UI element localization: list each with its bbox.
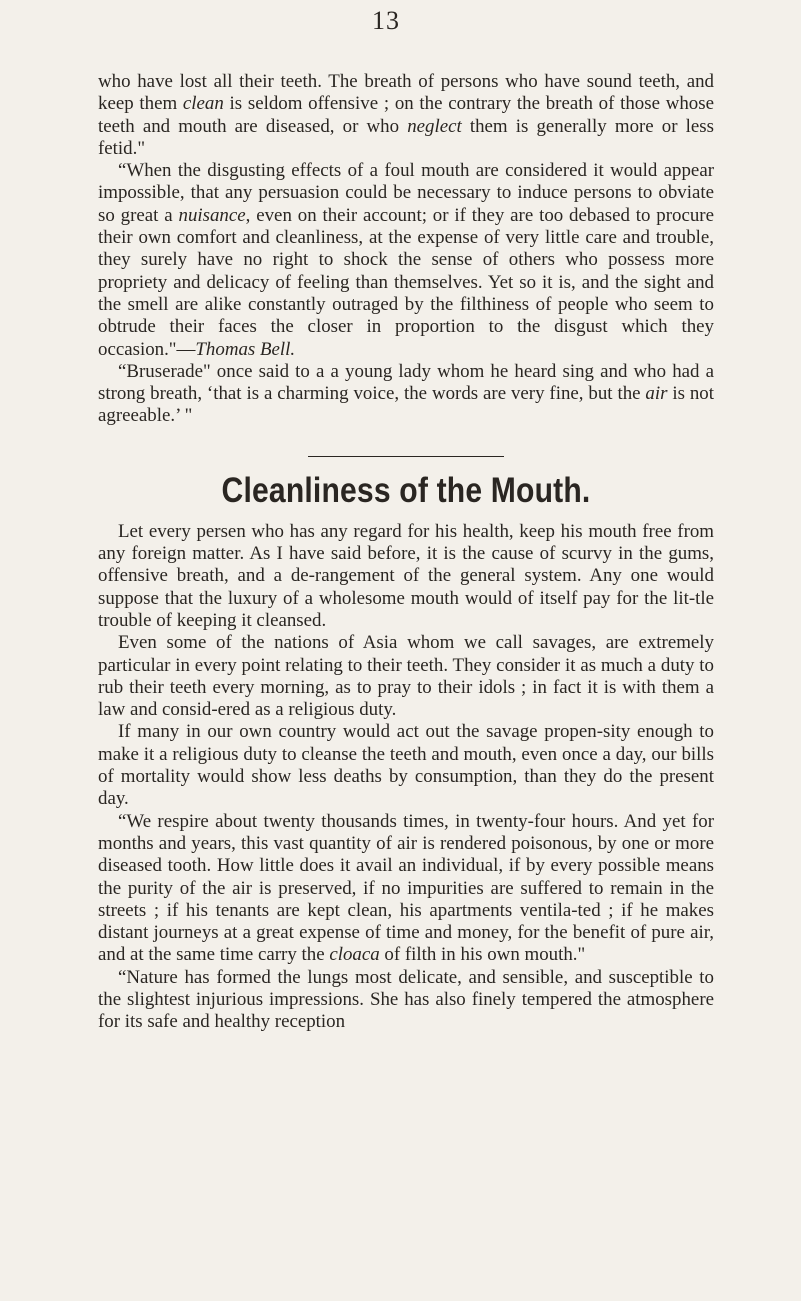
paragraph-s5 bbox=[98, 967, 714, 1034]
paragraph-q1 bbox=[98, 71, 714, 160]
text-run: them is generally more or less fetid." bbox=[98, 115, 715, 159]
text-run: Even some of the nations of Asia whom we call savages, are extremely particular in every point relating to their teeth. They consider it as much a duty to rub their teeth every morning, as to pray to their idols ; in fact it is with them a law and consid-ered as a religious duty. bbox=[98, 632, 714, 721]
text-run: of filth in his own mouth." bbox=[379, 944, 586, 966]
italic-text: clean bbox=[182, 93, 224, 115]
paragraph-q2 bbox=[98, 160, 714, 361]
paragraph-s1 bbox=[98, 521, 714, 632]
paragraph-s3 bbox=[98, 721, 714, 810]
paragraph-s4 bbox=[98, 811, 714, 967]
text-run: “We respire about twenty thousands times, in twenty-four hours. And yet for months and years, this vast quantity of air is rendered poisonous, by one or more diseased tooth. How little does it avail an individual, if by every possible means the purity of the air is preserved, if no impurities are suffered to remain in the streets ; if his tenants are kept clean, his apartments ventila-ted ; if he makes distant journeys at a great expense of time and money, for the benefit of pure air, and at the same time carry the bbox=[98, 810, 714, 966]
text-run: “Bruserade" once said to a a young lady whom he heard sing and who had a strong breath, ‘that is a charming voice, the words are very fine, but the bbox=[98, 360, 714, 405]
section-divider bbox=[308, 456, 504, 457]
italic-text: Thomas Bell. bbox=[195, 338, 296, 360]
text-column bbox=[98, 71, 714, 1034]
italic-text: neglect bbox=[407, 115, 462, 137]
section-body bbox=[98, 521, 714, 1034]
text-run: who have lost all their teeth. The breath of persons who have sound teeth, and keep them bbox=[98, 71, 714, 115]
text-run: If many in our own country would act out the savage propen-sity enough to make it a religious duty to cleanse the teeth and mouth, even once a day, our bills of mortality would show less deaths by consumption, than they do the present day. bbox=[98, 721, 714, 810]
text-run: “Nature has formed the lungs most delicate, and sensible, and susceptible to the slightest injurious impressions. She has also finely tempered the atmosphere for its safe and healthy reception bbox=[98, 966, 714, 1033]
italic-text: nuisance bbox=[178, 204, 246, 226]
paragraph-q3 bbox=[98, 361, 714, 428]
text-run: “When the disgusting effects of a foul mouth are considered it would appear impossible, that any persuasion could be necessary to induce persons to obviate so great a bbox=[98, 160, 714, 226]
italic-text: cloaca bbox=[329, 944, 380, 966]
section-heading: Cleanliness of the Mouth. bbox=[221, 470, 591, 510]
text-run: Let every persen who has any regard for his health, keep his mouth free from any foreign matter. As I have said before, it is the cause of scurvy in the gums, offensive breath, and a de-rangement of the general system. Any one would suppose that the luxury of a wholesome mouth would of itself pay for the lit-tle trouble of keeping it cleansed. bbox=[98, 520, 714, 631]
text-run: is not agreeable.’ " bbox=[98, 383, 714, 427]
text-run: , even on their account; or if they are too debased to procure their own comfort and cleanliness, at the expense of very little care and trouble, they surely have no right to shock the sense of others who possess more propriety and delicacy of feeling than themselves. Yet so it is, and the sight and the smell are alike constantly outraged by the filthiness of people who seem to obtrude their faces the closer in proportion to the disgust which they occasion."— bbox=[98, 204, 714, 360]
italic-text: air bbox=[645, 383, 668, 405]
paragraph-s2 bbox=[98, 632, 714, 721]
quoted-passage bbox=[98, 71, 714, 428]
text-run: is seldom offensive ; on the contrary the breath of those whose teeth and mouth are diseased, or who bbox=[98, 93, 714, 137]
page-number: 13 bbox=[372, 6, 400, 35]
